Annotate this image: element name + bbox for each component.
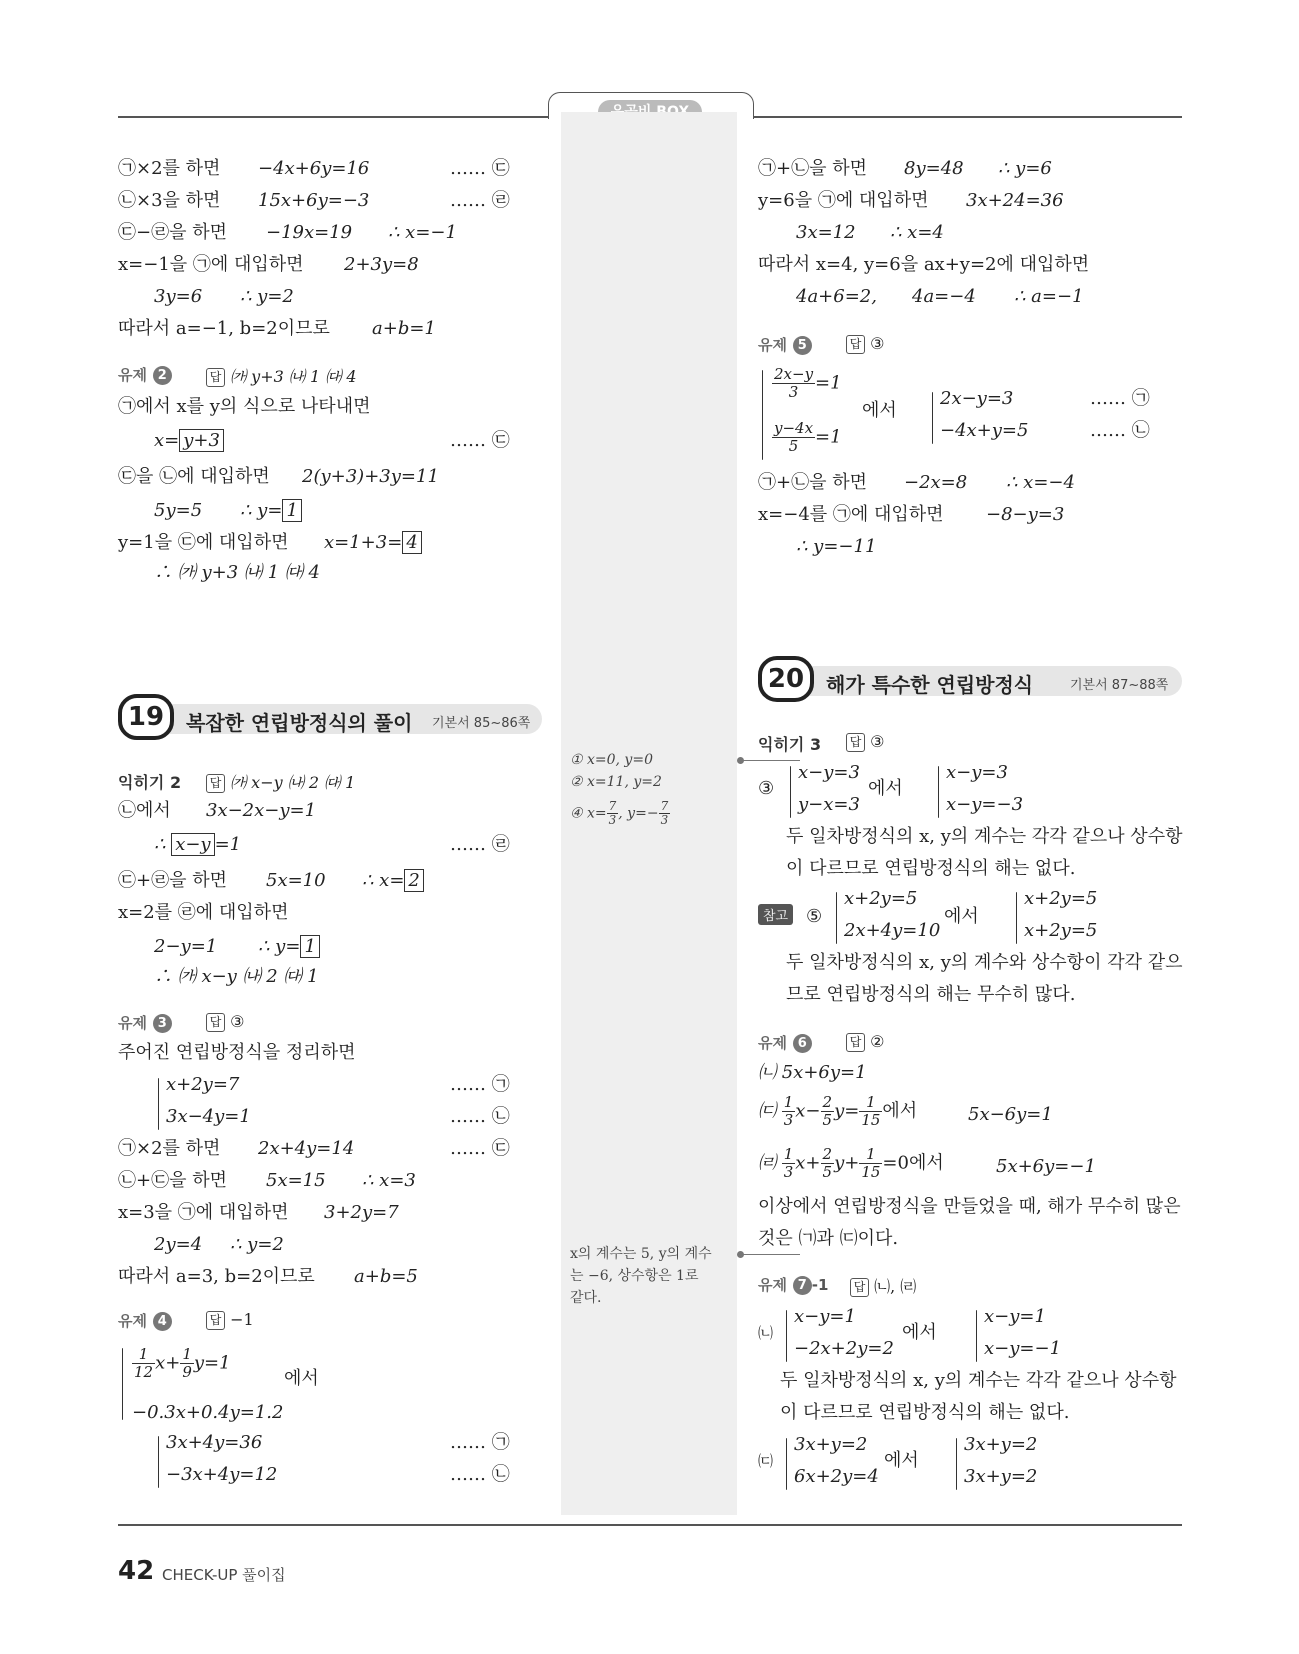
- text-line: ㉡+㉢을 하면: [118, 1170, 227, 1191]
- equation: x+2y=7: [166, 1074, 240, 1095]
- eseo-text: 에서: [944, 906, 979, 927]
- choice-label: ㈂: [758, 1452, 774, 1470]
- page-number: 42: [118, 1556, 155, 1586]
- eq-tag: …… ㉢: [450, 430, 510, 451]
- equation: 3x+y=2: [794, 1434, 868, 1455]
- connector-dot: [737, 757, 744, 764]
- equation: ㈁ 5x+6y=1: [758, 1062, 867, 1083]
- equation: x−y=1: [794, 1306, 856, 1327]
- eq-tag: …… ㉠: [1090, 388, 1150, 409]
- equation: −2x+2y=2: [794, 1338, 894, 1359]
- problem-heading: 유제 6: [758, 1032, 812, 1053]
- text-line: y=6을 ㉠에 대입하면: [758, 190, 929, 211]
- result: ∴ x=−4: [1006, 472, 1075, 493]
- section-title: 복잡한 연립방정식의 풀이: [186, 711, 413, 735]
- result: a+b=1: [372, 318, 436, 339]
- equation: x−y=1: [984, 1306, 1046, 1327]
- conclusion: ∴ y=−11: [796, 536, 877, 557]
- text-line: 므로 연립방정식의 해는 무수히 많다.: [786, 984, 1076, 1005]
- equation: 2x+4y=14: [258, 1138, 355, 1159]
- text-line: y=1을 ㉢에 대입하면: [118, 532, 289, 553]
- result: 5x−6y=1: [968, 1104, 1053, 1125]
- text-line: 이상에서 연립방정식을 만들었을 때, 해가 무수히 많은: [758, 1196, 1181, 1217]
- equation: 8y=48: [904, 158, 964, 179]
- equation: $\frac{y-4x}{5}$ =1: [774, 419, 842, 455]
- equation: x+2y=5: [1024, 920, 1098, 941]
- answer: 답 ㈎ y+3 ㈏ 1 ㈐ 4: [206, 364, 357, 387]
- text-line: ㉠×2를 하면: [118, 1138, 221, 1159]
- text-line: ㉠+㉡을 하면: [758, 472, 867, 493]
- step-line: ㉠×2를 하면: [118, 158, 221, 179]
- section-number: 19: [118, 694, 174, 740]
- text-line: ㉡에서: [118, 800, 171, 821]
- problem-heading: 유제 7 -1: [758, 1276, 829, 1294]
- result: 5x+6y=−1: [996, 1156, 1096, 1177]
- choice-label: ㈁: [758, 1324, 774, 1342]
- system-brace: [932, 392, 933, 444]
- problem-heading: 유제 2: [118, 364, 172, 385]
- book-title: CHECK-UP 풀이집: [162, 1566, 286, 1584]
- text-line: 두 일차방정식의 x, y의 계수는 각각 같으나 상수항: [780, 1370, 1177, 1391]
- result: ∴ y=6: [998, 158, 1052, 179]
- equation: 3y=6: [154, 286, 203, 307]
- text-line: 이 다르므로 연립방정식의 해는 없다.: [786, 858, 1076, 879]
- problem-heading: 유제 3: [118, 1012, 172, 1033]
- equation: $\frac{2x-y}{3}$ =1: [774, 365, 842, 401]
- result: ∴ a=−1: [1014, 286, 1084, 307]
- equation: 5x=10: [266, 870, 326, 891]
- equation: 3x=12: [796, 222, 856, 243]
- eq-tag: …… ㉣: [450, 834, 510, 855]
- answer: 답 ③: [846, 334, 884, 354]
- equation: −19x=19: [266, 222, 353, 243]
- top-rule-right: [750, 116, 1182, 118]
- section-ref: 기본서 85~86쪽: [432, 716, 531, 731]
- equation: 3x+24=36: [966, 190, 1064, 211]
- result: ∴ y=2: [230, 1234, 284, 1255]
- text-line: 두 일차방정식의 x, y의 계수와 상수항이 각각 같으: [786, 952, 1183, 973]
- section-ref: 기본서 87~88쪽: [1070, 678, 1169, 693]
- eq-tag: …… ㉡: [450, 1106, 510, 1127]
- answer: 답 ㈁, ㈃: [850, 1274, 916, 1297]
- connector-line: [740, 1254, 800, 1255]
- equation: 3x−4y=1: [166, 1106, 251, 1127]
- eq-tag: …… ㉠: [450, 1432, 510, 1453]
- equation: x= y+3: [154, 430, 224, 452]
- system-brace: [762, 370, 763, 460]
- step-line: ㉢−㉣을 하면: [118, 222, 227, 243]
- conclusion: ∴ ㈎ x−y ㈏ 2 ㈐ 1: [154, 966, 319, 987]
- eq-tag: …… ㉡: [450, 1464, 510, 1485]
- answer: 답 ㈎ x−y ㈏ 2 ㈐ 1: [206, 770, 355, 793]
- eq-tag: …… ㉣: [450, 190, 510, 211]
- equation: 2+3y=8: [344, 254, 419, 275]
- eq-tag: …… ㉠: [450, 1074, 510, 1095]
- equation: 3x+y=2: [964, 1434, 1038, 1455]
- result: a+b=5: [354, 1266, 418, 1287]
- result: ∴ y= 1: [240, 500, 302, 522]
- equation: $\frac{1}{12}$ x+ $\frac{1}{9}$ y=1: [134, 1345, 231, 1381]
- system-brace: [836, 892, 837, 944]
- system-brace: [976, 1310, 977, 1362]
- eq-tag: …… ㉡: [1090, 420, 1150, 441]
- equation: −3x+4y=12: [166, 1464, 278, 1485]
- equation: 6x+2y=4: [794, 1466, 879, 1487]
- equation: −2x=8: [904, 472, 968, 493]
- equation: x+2y=5: [1024, 888, 1098, 909]
- equation: −4x+6y=16: [258, 158, 370, 179]
- equation: 5y=5: [154, 500, 203, 521]
- equation: ∴ x−y =1: [154, 834, 242, 855]
- note-line: ② x=11, y=2: [570, 774, 662, 790]
- equation: x−y=3: [946, 762, 1008, 783]
- equation: ㈂ $\frac{1}{3}$ x− $\frac{2}{5}$ y= $\frac{1}{15}$ 에서: [758, 1093, 918, 1129]
- equation: 2−y=1: [154, 936, 218, 957]
- equation: 4a+6=2,: [796, 286, 877, 307]
- problem-heading: 익히기 2: [118, 773, 182, 792]
- text-line: 이 다르므로 연립방정식의 해는 없다.: [780, 1402, 1070, 1423]
- text-line: 두 일차방정식의 x, y의 계수는 각각 같으나 상수항: [786, 826, 1183, 847]
- eseo-text: 에서: [284, 1368, 319, 1389]
- equation: ㈃ $\frac{1}{3}$ x+ $\frac{2}{5}$ y+ $\frac{1}{15}$ =0에서: [758, 1145, 944, 1181]
- system-brace: [158, 1436, 159, 1488]
- problem-heading: 익히기 3: [758, 735, 822, 754]
- eseo-text: 에서: [902, 1322, 937, 1343]
- section-title: 해가 특수한 연립방정식: [826, 673, 1034, 697]
- equation: y−x=3: [798, 794, 860, 815]
- result: ∴ x=−1: [388, 222, 457, 243]
- system-brace: [790, 766, 791, 818]
- chamgo-label: 참고: [758, 904, 793, 925]
- answer: 답 ③: [206, 1012, 244, 1032]
- equation: x−y=3: [798, 762, 860, 783]
- connector-dot: [737, 1251, 744, 1258]
- section-number: 20: [758, 656, 814, 702]
- system-brace: [158, 1078, 159, 1130]
- eseo-text: 에서: [862, 400, 897, 421]
- eseo-text: 에서: [868, 778, 903, 799]
- step-line: ㉡×3을 하면: [118, 190, 221, 211]
- system-brace: [122, 1348, 123, 1420]
- system-brace: [956, 1438, 957, 1490]
- equation: 2y=4: [154, 1234, 203, 1255]
- equation: 3x−2x−y=1: [206, 800, 317, 821]
- equation: 4a=−4: [912, 286, 976, 307]
- equation: x−y=−1: [984, 1338, 1062, 1359]
- equation: 2(y+3)+3y=11: [302, 466, 439, 487]
- note-line: x의 계수는 5, y의 계수: [570, 1246, 712, 1262]
- text-line: x=−4를 ㉠에 대입하면: [758, 504, 944, 525]
- answer: 답 ②: [846, 1032, 884, 1052]
- equation: x=1+3= 4: [324, 532, 422, 554]
- equation: 3x+4y=36: [166, 1432, 263, 1453]
- choice-number: ⑤: [806, 906, 823, 927]
- note-line: 는 −6, 상수항은 1로: [570, 1268, 699, 1284]
- eq-tag: …… ㉢: [450, 158, 510, 179]
- text-line: ㉢을 ㉡에 대입하면: [118, 466, 270, 487]
- text-line: x=3을 ㉠에 대입하면: [118, 1202, 289, 1223]
- note-line: 같다.: [570, 1290, 602, 1306]
- note-line: ④ x= $\frac{7}{3}$ , y=− $\frac{7}{3}$: [570, 799, 669, 827]
- equation: −4x+y=5: [940, 420, 1029, 441]
- equation: −8−y=3: [986, 504, 1065, 525]
- text-line: 따라서 a=3, b=2이므로: [118, 1266, 315, 1287]
- equation: 2x−y=3: [940, 388, 1014, 409]
- problem-heading: 유제 5: [758, 334, 812, 355]
- problem-heading: 유제 4: [118, 1310, 172, 1331]
- system-brace: [786, 1438, 787, 1490]
- equation: 3+2y=7: [324, 1202, 399, 1223]
- conclusion: ∴ ㈎ y+3 ㈏ 1 ㈐ 4: [154, 562, 320, 583]
- equation: 15x+6y=−3: [258, 190, 370, 211]
- bottom-rule: [118, 1524, 1182, 1526]
- top-rule-left: [118, 116, 550, 118]
- system-brace: [938, 766, 939, 818]
- equation: −0.3x+0.4y=1.2: [132, 1402, 284, 1423]
- text-line: x=2를 ㉣에 대입하면: [118, 902, 289, 923]
- step-line: 따라서 a=−1, b=2이므로: [118, 318, 330, 339]
- step-line: x=−1을 ㉠에 대입하면: [118, 254, 304, 275]
- text-line: 것은 ㈀과 ㈂이다.: [758, 1228, 899, 1249]
- answer: 답 −1: [206, 1310, 254, 1330]
- text-line: 주어진 연립방정식을 정리하면: [118, 1042, 356, 1063]
- result: ∴ y= 1: [258, 936, 320, 958]
- equation: x+2y=5: [844, 888, 918, 909]
- equation: 2x+4y=10: [844, 920, 941, 941]
- text-line: ㉠+㉡을 하면: [758, 158, 867, 179]
- text-line: ㉢+㉣을 하면: [118, 870, 227, 891]
- result: ∴ y=2: [240, 286, 294, 307]
- system-brace: [1016, 892, 1017, 944]
- answer: 답 ③: [846, 732, 884, 752]
- equation: x−y=−3: [946, 794, 1024, 815]
- result: ∴ x= 2: [362, 870, 424, 892]
- note-line: ① x=0, y=0: [570, 752, 653, 768]
- eseo-text: 에서: [884, 1450, 919, 1471]
- result: ∴ x=4: [890, 222, 944, 243]
- text-line: 따라서 x=4, y=6을 ax+y=2에 대입하면: [758, 254, 1090, 275]
- eq-tag: …… ㉢: [450, 1138, 510, 1159]
- system-brace: [786, 1310, 787, 1362]
- result: ∴ x=3: [362, 1170, 416, 1191]
- text-line: ㉠에서 x를 y의 식으로 나타내면: [118, 396, 371, 417]
- connector-line: [740, 760, 800, 761]
- equation: 5x=15: [266, 1170, 326, 1191]
- equation: 3x+y=2: [964, 1466, 1038, 1487]
- choice-number: ③: [758, 778, 775, 799]
